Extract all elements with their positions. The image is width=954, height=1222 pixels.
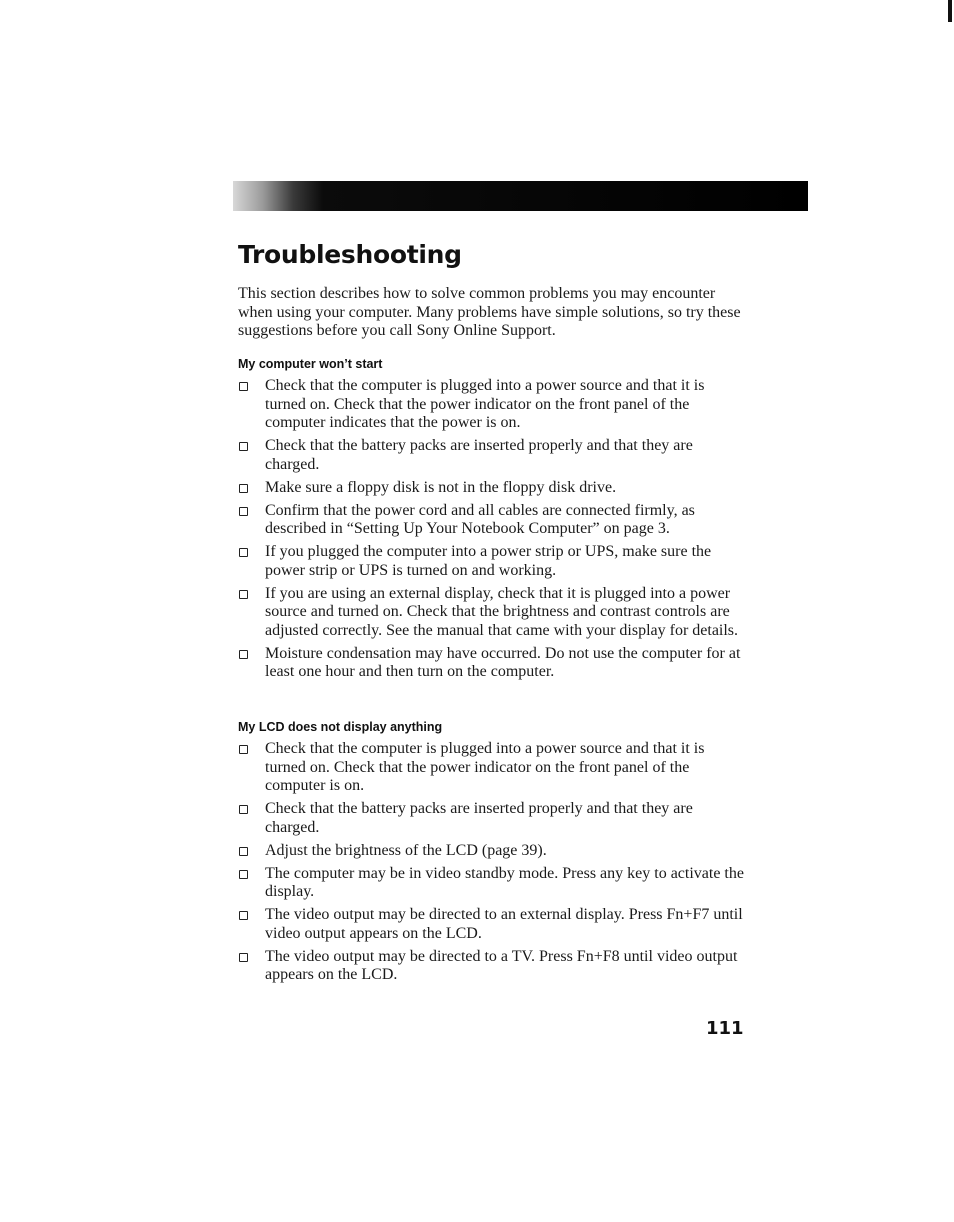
checklist-item-text: The computer may be in video standby mode. Press any key to activate the display. [265, 864, 744, 900]
checkbox-icon [239, 847, 248, 856]
checklist-item [238, 479, 748, 498]
page-number: 111 [706, 1018, 744, 1039]
checklist-item [238, 842, 748, 861]
checklist-item-text: If you are using an external display, check that it is plugged into a power source and turned on. Check that the brightness and contrast controls are adjusted correctly. See the manual that came with your display for details. [265, 584, 739, 639]
checklist-item-text: If you plugged the computer into a power strip or UPS, make sure the power strip or UPS is turned on and working. [265, 543, 712, 579]
checkbox-icon [239, 382, 248, 391]
checklist-item [238, 740, 748, 796]
checkbox-icon [239, 805, 248, 814]
checklist-item [238, 865, 748, 902]
checklist-item-text: Check that the battery packs are inserted properly and that they are charged. [265, 437, 693, 473]
checklist-item-text: Adjust the brightness of the LCD (page 39). [265, 841, 547, 859]
checklist-item-text: Check that the computer is plugged into a power source and that it is turned on. Check that the power indicator on the front panel of the computer is on. [265, 740, 705, 794]
checklist-item-text: The video output may be directed to an external display. Press Fn+F7 until video output appears on the LCD. [265, 906, 743, 942]
checklist-item [238, 645, 748, 682]
checkbox-icon [239, 745, 248, 754]
checklist-item [238, 948, 748, 985]
checklist-item [238, 800, 748, 837]
checkbox-icon [239, 442, 248, 451]
checklist-item [238, 906, 748, 943]
checkbox-icon [239, 590, 248, 599]
checklist-item [238, 437, 748, 474]
checklist-computer-wont-start [238, 377, 748, 686]
checklist-item-text: Check that the computer is plugged into a power source and that it is turned on. Check that the power indicator on the front panel of the computer indicates that the power is on. [265, 377, 705, 431]
checkbox-icon [239, 870, 248, 879]
checklist-item-text: Confirm that the power cord and all cables are connected firmly, as described in “Setting Up Your Notebook Computer” on page 3. [265, 501, 695, 537]
checkbox-icon [239, 548, 248, 557]
checkbox-icon [239, 650, 248, 659]
section-heading-computer-wont-start: My computer won’t start [238, 357, 383, 371]
checkbox-icon [239, 953, 248, 962]
checklist-item-text: Make sure a floppy disk is not in the floppy disk drive. [265, 478, 617, 496]
page-edge-mark [948, 0, 952, 22]
checkbox-icon [239, 911, 248, 920]
checkbox-icon [239, 507, 248, 516]
chapter-header-bar [233, 181, 808, 211]
checklist-lcd-no-display [238, 740, 748, 989]
section-heading-lcd-no-display: My LCD does not display anything [238, 720, 443, 734]
page-title: Troubleshooting [238, 240, 462, 269]
checklist-item [238, 502, 748, 539]
checkbox-icon [239, 484, 248, 493]
checklist-item-text: Check that the battery packs are inserted properly and that they are charged. [265, 800, 693, 836]
checklist-item [238, 543, 748, 580]
checklist-item [238, 585, 748, 641]
checklist-item [238, 377, 748, 433]
checklist-item-text: The video output may be directed to a TV. Press Fn+F8 until video output appears on the LCD. [265, 947, 738, 983]
intro-paragraph: This section describes how to solve common problems you may encounter when using your computer. Many problems have simple solutions, so try these suggestions before you call Sony Online Support. [238, 285, 741, 339]
checklist-item-text: Moisture condensation may have occurred. Do not use the computer for at least one hour and then turn on the computer. [265, 644, 741, 680]
